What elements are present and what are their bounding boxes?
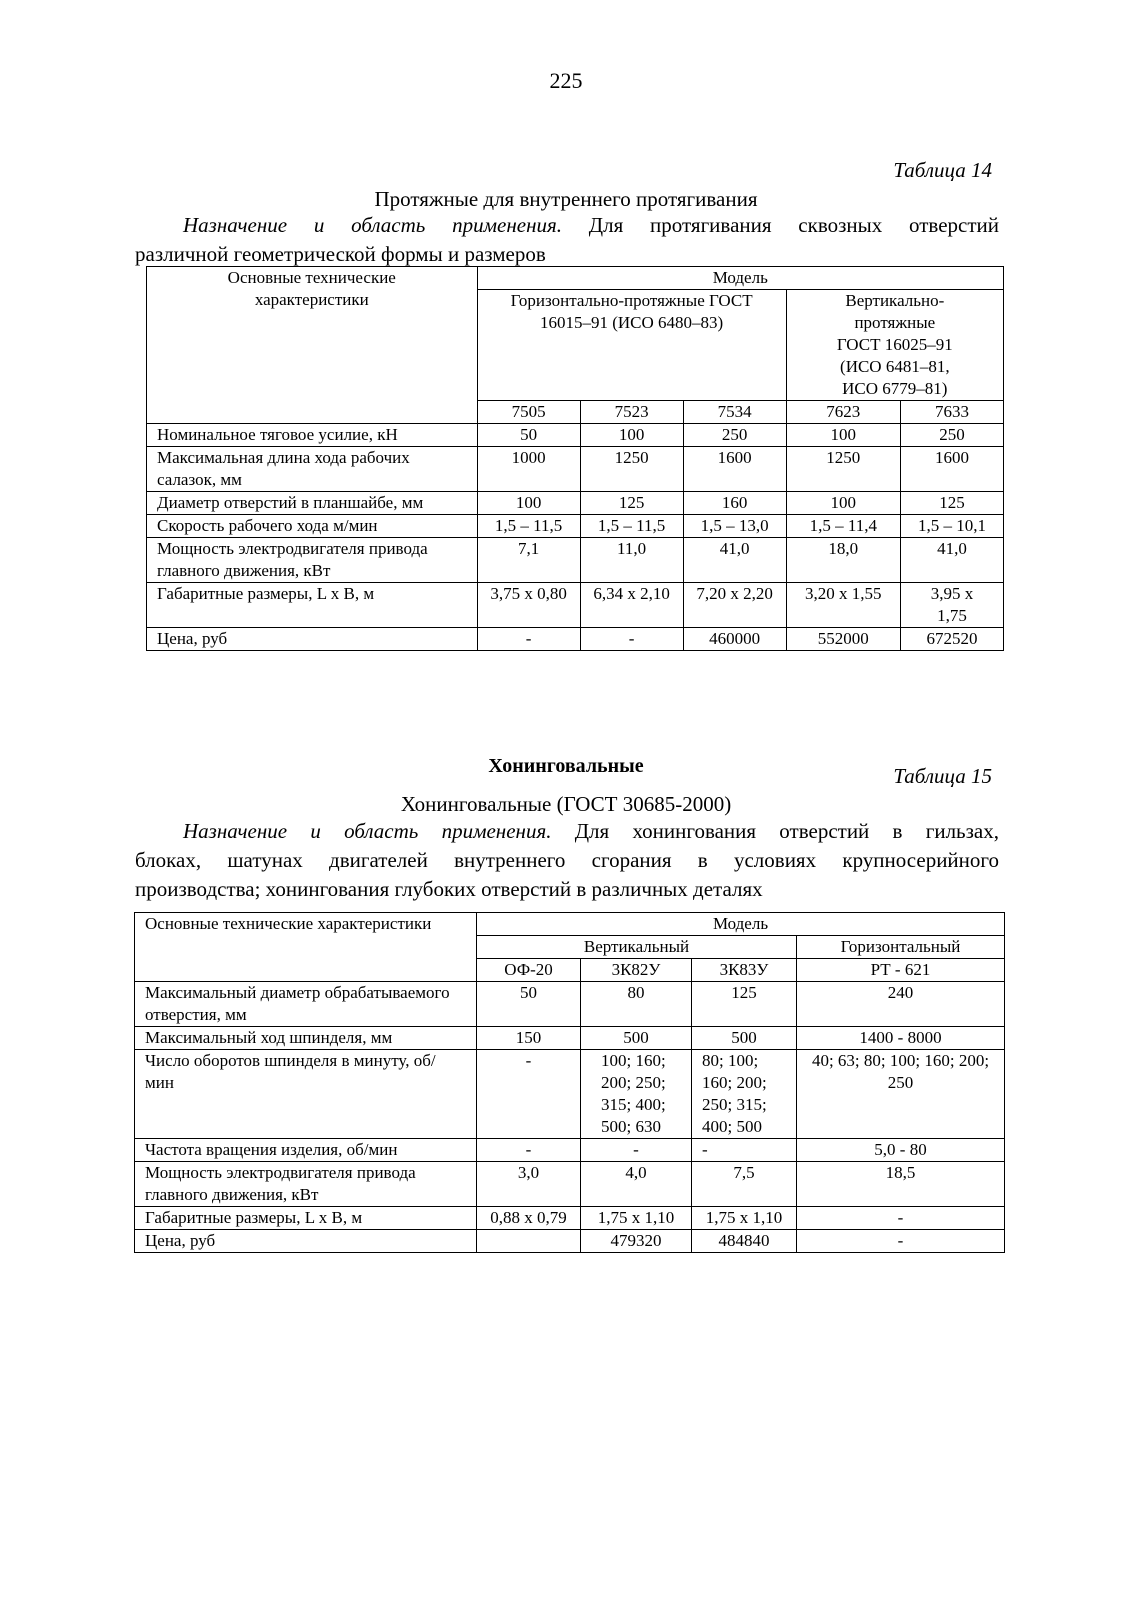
table-row bbox=[147, 583, 1004, 628]
cell: - bbox=[477, 1139, 581, 1162]
model-cell: 3К82У bbox=[581, 959, 692, 982]
section-heading: Хонинговальные bbox=[488, 755, 644, 777]
page-number: 225 bbox=[549, 68, 583, 93]
table15-label: Таблица 15 bbox=[893, 764, 992, 788]
cell: 1,75 x 1,10 bbox=[692, 1207, 797, 1230]
table14-header-model: Модель bbox=[477, 267, 1003, 290]
table15-purpose bbox=[135, 817, 999, 904]
row-label: Максимальная длина хода рабочих салазок, мм bbox=[147, 447, 478, 492]
cell: - bbox=[797, 1230, 1005, 1253]
table14-purpose-text: Для протягивания сквозных отверстий bbox=[562, 213, 1000, 237]
cell: 1600 bbox=[900, 447, 1003, 492]
cell: 11,0 bbox=[580, 538, 683, 583]
cell: 40; 63; 80; 100; 160; 200; 250 bbox=[797, 1050, 1005, 1139]
group-vertical-line: ГОСТ 16025–91 bbox=[836, 335, 953, 354]
cell: 80; 100; 160; 200; 250; 315; 400; 500 bbox=[692, 1050, 797, 1139]
table-row bbox=[135, 1050, 1005, 1139]
cell: 3,75 x 0,80 bbox=[477, 583, 580, 628]
row-label: Мощность электродвигателя привода главного движения, кВт bbox=[147, 538, 478, 583]
cell: 500 bbox=[692, 1027, 797, 1050]
group-vertical-line: ИСО 6779–81) bbox=[842, 379, 948, 398]
table14-caption: Протяжные для внутреннего протягивания bbox=[374, 187, 758, 211]
cell: - bbox=[581, 1139, 692, 1162]
cell: 5,0 - 80 bbox=[797, 1139, 1005, 1162]
cell: 484840 bbox=[692, 1230, 797, 1253]
table15-purpose-line2: блоках, шатунах двигателей внутреннего сгорания в условиях крупносерийного bbox=[135, 848, 999, 872]
row-label: Цена, руб bbox=[135, 1230, 477, 1253]
cell: 250 bbox=[683, 424, 786, 447]
cell: 7,1 bbox=[477, 538, 580, 583]
table-row bbox=[135, 1027, 1005, 1050]
table14-header-group-vertical bbox=[786, 290, 1003, 401]
model-cell: 3К83У bbox=[692, 959, 797, 982]
cell: 552000 bbox=[786, 628, 900, 651]
table14 bbox=[146, 266, 1004, 651]
table-row bbox=[135, 1139, 1005, 1162]
table14-purpose-line2: различной геометрической формы и размеров bbox=[135, 242, 546, 266]
cell: - bbox=[477, 628, 580, 651]
row-label: Диаметр отверстий в планшайбе, мм bbox=[147, 492, 478, 515]
row-label: Мощность электродвигателя привода главного движения, кВт bbox=[135, 1162, 477, 1207]
row-label: Максимальный диаметр обрабатываемого отверстия, мм bbox=[135, 982, 477, 1027]
cell: 1250 bbox=[580, 447, 683, 492]
table15-purpose-line1 bbox=[135, 817, 999, 846]
cell: 240 bbox=[797, 982, 1005, 1027]
table15-header-model: Модель bbox=[477, 913, 1005, 936]
cell: 1000 bbox=[477, 447, 580, 492]
row-label: Число оборотов шпинделя в минуту, об/мин bbox=[135, 1050, 477, 1139]
cell: - bbox=[477, 1050, 581, 1139]
model-cell: РТ - 621 bbox=[797, 959, 1005, 982]
cell: 3,95 x 1,75 bbox=[900, 583, 1003, 628]
table15-purpose-line3: производства; хонингования глубоких отверстий в различных деталях bbox=[135, 877, 763, 901]
cell: 1,75 x 1,10 bbox=[581, 1207, 692, 1230]
cell bbox=[477, 1230, 581, 1253]
cell: - bbox=[797, 1207, 1005, 1230]
cell: 41,0 bbox=[900, 538, 1003, 583]
row-label: Номинальное тяговое усилие, кН bbox=[147, 424, 478, 447]
cell: 1,5 – 13,0 bbox=[683, 515, 786, 538]
table15-caption: Хонинговальные (ГОСТ 30685-2000) bbox=[400, 792, 732, 816]
row-label: Максимальный ход шпинделя, мм bbox=[135, 1027, 477, 1050]
cell: 6,34 x 2,10 bbox=[580, 583, 683, 628]
cell: 160 bbox=[683, 492, 786, 515]
model-cell: 7523 bbox=[580, 401, 683, 424]
table14-purpose-italic: Назначение и область применения. bbox=[183, 213, 563, 237]
table15 bbox=[134, 912, 1005, 1253]
group-vertical-line: (ИСО 6481–81, bbox=[840, 357, 950, 376]
model-cell: 7505 bbox=[477, 401, 580, 424]
table-row bbox=[147, 492, 1004, 515]
table15-purpose-text: Для хонингования отверстий в гильзах, bbox=[551, 819, 999, 843]
model-cell: 7633 bbox=[900, 401, 1003, 424]
row-label: Цена, руб bbox=[147, 628, 478, 651]
table15-header-group-horizontal: Горизонтальный bbox=[797, 936, 1005, 959]
table15-purpose-italic: Назначение и область применения. bbox=[183, 819, 552, 843]
cell: 125 bbox=[900, 492, 1003, 515]
cell: - bbox=[580, 628, 683, 651]
table-row bbox=[147, 538, 1004, 583]
table14-header-characteristics: Основные технические характеристики bbox=[147, 267, 478, 424]
table14-purpose bbox=[135, 211, 999, 269]
cell: 460000 bbox=[683, 628, 786, 651]
cell: 50 bbox=[477, 982, 581, 1027]
cell: - bbox=[692, 1139, 797, 1162]
cell: 0,88 x 0,79 bbox=[477, 1207, 581, 1230]
row-label: Частота вращения изделия, об/мин bbox=[135, 1139, 477, 1162]
row-label: Габаритные размеры, L x B, м bbox=[147, 583, 478, 628]
cell: 125 bbox=[692, 982, 797, 1027]
table-row bbox=[147, 447, 1004, 492]
cell: 672520 bbox=[900, 628, 1003, 651]
table-row bbox=[135, 1207, 1005, 1230]
cell: 1,5 – 11,5 bbox=[580, 515, 683, 538]
cell: 3,20 x 1,55 bbox=[786, 583, 900, 628]
table14-label: Таблица 14 bbox=[893, 158, 992, 182]
table15-header-group-vertical: Вертикальный bbox=[477, 936, 797, 959]
row-label: Скорость рабочего хода м/мин bbox=[147, 515, 478, 538]
cell: 150 bbox=[477, 1027, 581, 1050]
cell: 4,0 bbox=[581, 1162, 692, 1207]
cell: 1,5 – 10,1 bbox=[900, 515, 1003, 538]
table14-header-group-horizontal: Горизонтально-протяжные ГОСТ 16015–91 (ИСО 6480–83) bbox=[477, 290, 786, 401]
model-cell: 7534 bbox=[683, 401, 786, 424]
model-cell: 7623 bbox=[786, 401, 900, 424]
table-row bbox=[135, 982, 1005, 1027]
table14-header-row-1 bbox=[147, 267, 1004, 290]
cell: 7,5 bbox=[692, 1162, 797, 1207]
cell: 479320 bbox=[581, 1230, 692, 1253]
cell: 250 bbox=[900, 424, 1003, 447]
cell: 100 bbox=[477, 492, 580, 515]
cell: 125 bbox=[580, 492, 683, 515]
table-row bbox=[135, 1162, 1005, 1207]
cell: 7,20 x 2,20 bbox=[683, 583, 786, 628]
cell: 1,5 – 11,5 bbox=[477, 515, 580, 538]
cell: 1600 bbox=[683, 447, 786, 492]
cell: 500 bbox=[581, 1027, 692, 1050]
table-row bbox=[147, 628, 1004, 651]
cell: 3,0 bbox=[477, 1162, 581, 1207]
table15-header-row-1 bbox=[135, 913, 1005, 936]
cell: 80 bbox=[581, 982, 692, 1027]
cell: 50 bbox=[477, 424, 580, 447]
cell: 100 bbox=[580, 424, 683, 447]
cell: 1,5 – 11,4 bbox=[786, 515, 900, 538]
cell: 18,5 bbox=[797, 1162, 1005, 1207]
table14-purpose-line1 bbox=[135, 211, 999, 240]
row-label: Габаритные размеры, L x B, м bbox=[135, 1207, 477, 1230]
model-cell: ОФ-20 bbox=[477, 959, 581, 982]
table-row bbox=[147, 424, 1004, 447]
table-row bbox=[147, 515, 1004, 538]
table15-header-characteristics: Основные технические характеристики bbox=[135, 913, 477, 982]
cell: 1400 - 8000 bbox=[797, 1027, 1005, 1050]
table-row bbox=[135, 1230, 1005, 1253]
cell: 1250 bbox=[786, 447, 900, 492]
cell: 100 bbox=[786, 492, 900, 515]
cell: 100 bbox=[786, 424, 900, 447]
cell: 100; 160; 200; 250; 315; 400; 500; 630 bbox=[581, 1050, 692, 1139]
cell: 41,0 bbox=[683, 538, 786, 583]
cell: 18,0 bbox=[786, 538, 900, 583]
group-vertical-line: протяжные bbox=[854, 313, 936, 332]
group-vertical-line: Вертикально- bbox=[845, 291, 945, 310]
